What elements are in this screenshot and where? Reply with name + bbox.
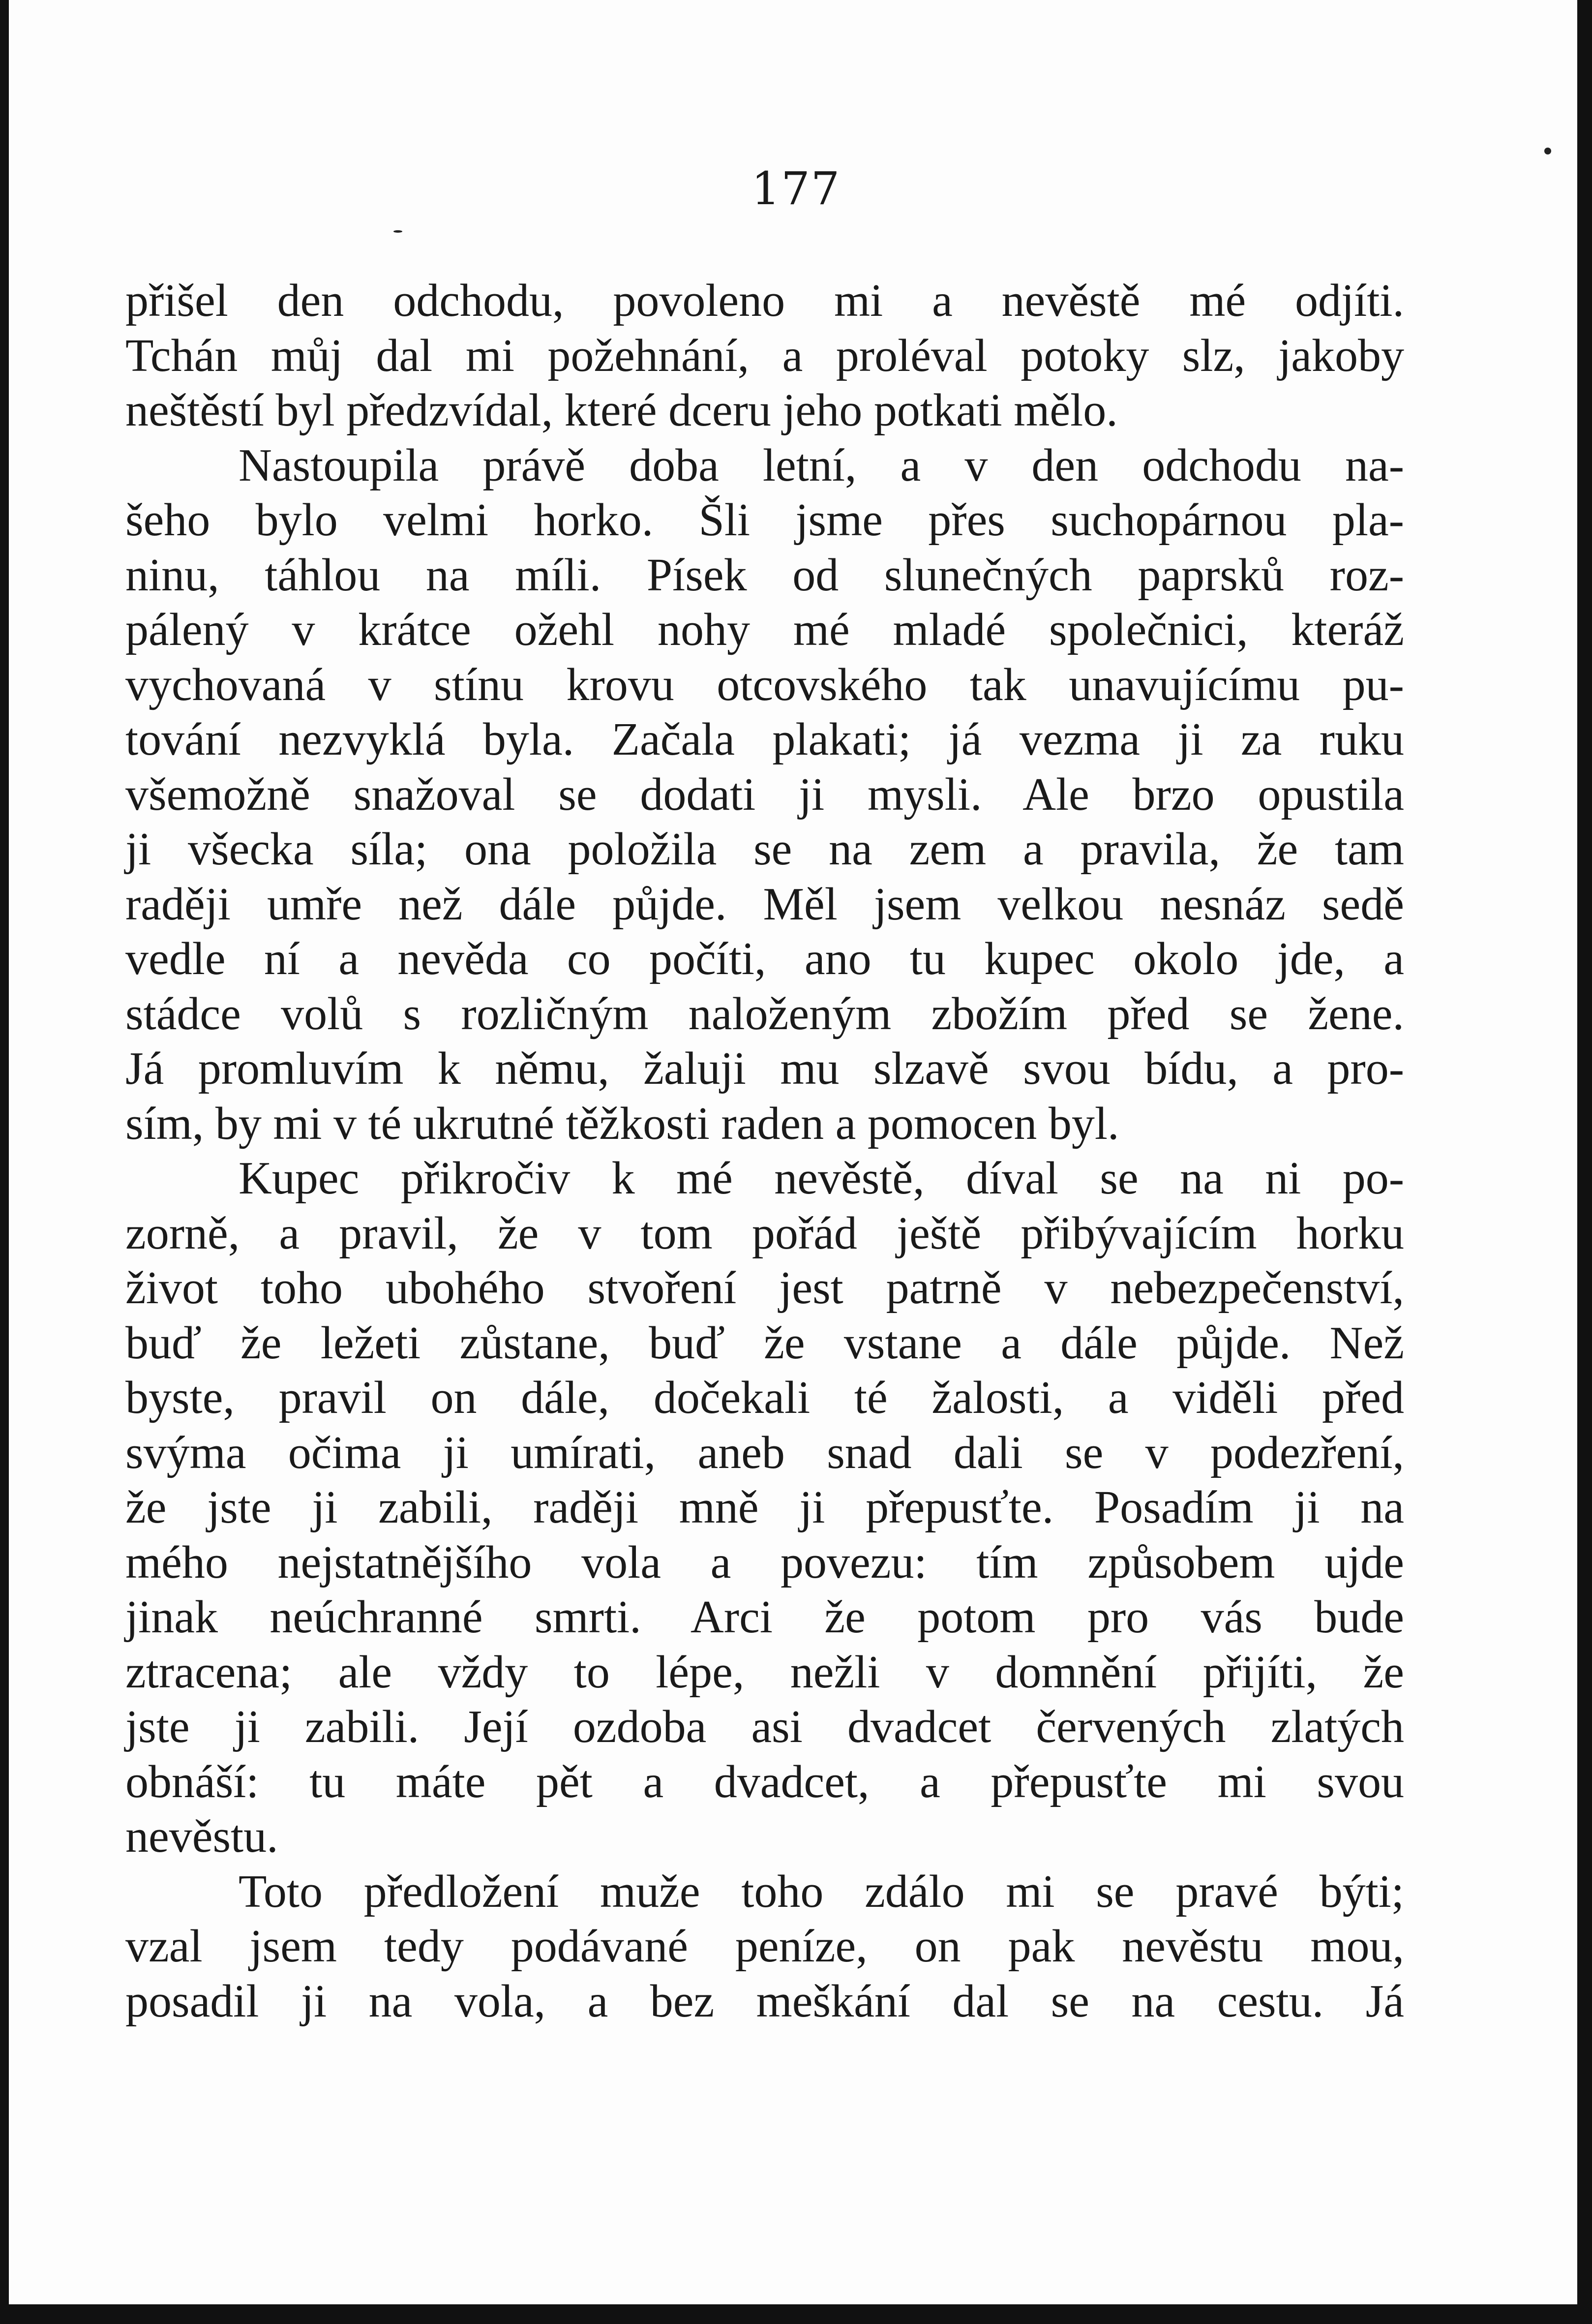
text-line: neštěstí byl předzvídal, které dceru jeho potkati mělo.: [125, 385, 1118, 436]
text-line: všemožně snažoval se dodati ji mysli. Ale brzo opustila: [125, 768, 1404, 820]
ink-speck: [393, 230, 402, 233]
text-line: byste, pravil on dále, dočekali té žalosti, a viděli před: [125, 1372, 1404, 1423]
text-line: buď že ležeti zůstane, buď že vstane a dále půjde. Než: [125, 1317, 1404, 1369]
text-line: vzal jsem tedy podávané peníze, on pak nevěstu mou,: [125, 1921, 1404, 1972]
text-line: Kupec přikročiv k mé nevěstě, díval se na ni po-: [239, 1153, 1404, 1204]
text-line: stádce volů s rozličným naloženým zbožím před se žene.: [125, 988, 1404, 1040]
text-line: pálený v krátce ožehl nohy mé mladé společnici, kteráž: [125, 604, 1404, 655]
text-line: posadil ji na vola, a bez meškání dal se na cestu. Já: [125, 1975, 1404, 2027]
text-line: tování nezvyklá byla. Začala plakati; já vezma ji za ruku: [125, 714, 1404, 765]
text-line: šeho bylo velmi horko. Šli jsme přes suchopárnou pla-: [125, 494, 1404, 546]
page-number: 177: [751, 162, 841, 215]
text-line: svýma očima ji umírati, aneb snad dali se v podezření,: [125, 1427, 1404, 1478]
scan-border-left: [0, 0, 9, 2324]
text-line: Tchán můj dal mi požehnání, a proléval potoky slz, jakoby: [125, 330, 1404, 381]
text-line: jste ji zabili. Její ozdoba asi dvadcet červených zlatých: [125, 1701, 1404, 1752]
text-line: Toto předložení muže toho zdálo mi se pravé býti;: [239, 1865, 1404, 1917]
text-line: jinak neúchranné smrti. Arci že potom pro vás bude: [125, 1591, 1404, 1643]
text-line: ztracena; ale vždy to lépe, nežli v domnění přijíti, že: [125, 1646, 1404, 1698]
text-line: ji všecka síla; ona položila se na zem a pravila, že tam: [125, 824, 1404, 875]
text-line: sím, by mi v té ukrutné těžkosti raden a pomocen byl.: [125, 1098, 1119, 1149]
text-line: Já promluvím k němu, žaluji mu slzavě svou bídu, a pro-: [125, 1043, 1404, 1094]
text-line: nevěstu.: [125, 1811, 278, 1862]
text-line: raději umře než dále půjde. Měl jsem velkou nesnáz sedě: [125, 878, 1404, 930]
text-line: zorně, a pravil, že v tom pořád ještě přibývajícím horku: [125, 1207, 1404, 1259]
text-line: přišel den odchodu, povoleno mi a nevěstě mé odjíti.: [125, 275, 1404, 326]
text-line: mého nejstatnějšího vola a povezu: tím způsobem ujde: [125, 1536, 1404, 1588]
text-line: ninu, táhlou na míli. Písek od slunečných paprsků roz-: [125, 549, 1404, 601]
ink-speck: [1544, 148, 1551, 154]
text-line: Nastoupila právě doba letní, a v den odchodu na-: [239, 439, 1404, 491]
text-line: vedle ní a nevěda co počíti, ano tu kupec okolo jde, a: [125, 933, 1404, 984]
text-line: vychovaná v stínu krovu otcovského tak unavujícímu pu-: [125, 659, 1404, 710]
text-line: že jste ji zabili, raději mně ji přepusťte. Posadím ji na: [125, 1482, 1404, 1533]
text-line: obnáší: tu máte pět a dvadcet, a přepusťte mi svou: [125, 1756, 1404, 1807]
scan-border-right: [1577, 0, 1592, 2324]
text-line: život toho ubohého stvoření jest patrně v nebezpečenství,: [125, 1262, 1404, 1314]
scan-border-bottom: [0, 2304, 1592, 2324]
body-text: [125, 274, 1404, 2029]
